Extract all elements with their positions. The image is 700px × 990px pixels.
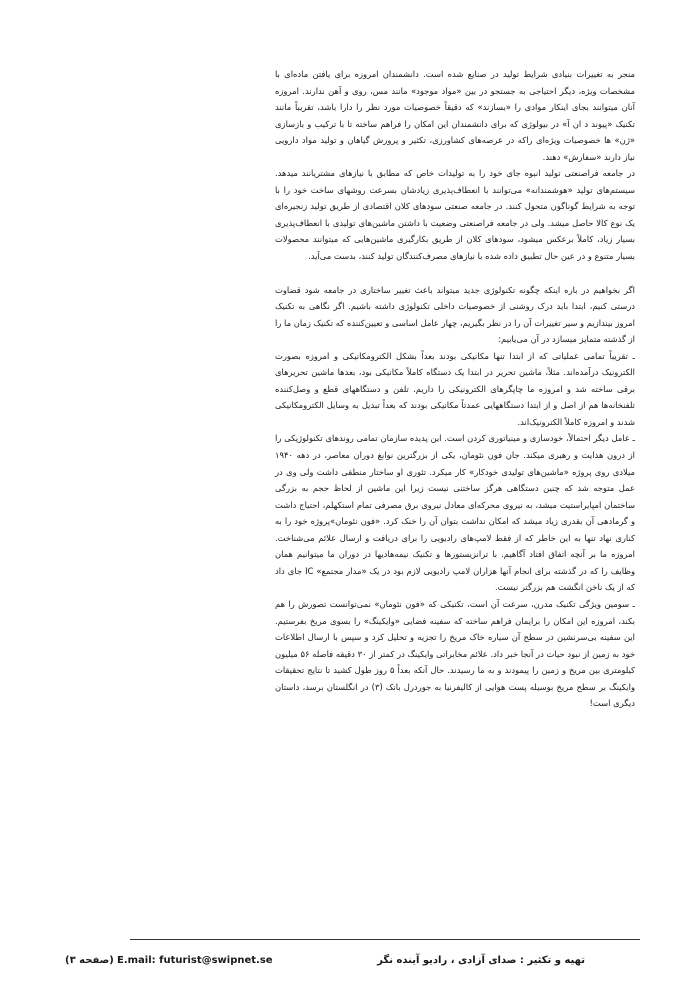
footer-credit: تهیه و تکثیر : صدای آزادی ، رادیو آینده نگر xyxy=(377,955,585,966)
paragraph-speed: ـ سومین ویژگی تکنیک مدرن، سرعت آن است، تکنیکی که «فون نئومان» نمی‌توانست تصورش را هم بکند، امروزه این امکان را برایمان فراهم ساخته که سفینه فضایی «وایکینگ» را بسوی مریخ بفرستیم. این سفینه بی‌سرنشین در سطح آن سیاره خاک مریخ را تجزیه و تحلیل کرد و سپس با ارسال اطلاعات خود به زمین از نبود حیات در آنجا خبر داد. علائم مخابراتی وایکینگ در کمتر از ۳۰ دقیقه فاصله ۵۶ میلیون کیلومتری بین مریخ و زمین را پیمودند و به ما رسیدند. حال آنکه بعداً ۵ روز طول کشید تا نتایج تحقیقات وایکینگ بر سطح مریخ بوسیله پست هوایی از کالیفرنیا به جوردرل بانک (۳) در انگلستان برسد، داستان دیگری است! xyxy=(275,598,636,709)
footer-divider xyxy=(130,939,640,940)
article-body xyxy=(275,66,635,712)
footer-email: E.mail: futurist@swipnet.se xyxy=(117,955,273,966)
paragraph-materials: منجر به تغییرات بنیادی شرایط تولید در صنایع شده است. دانشمندان امروزه برای یافتن ماده‌ای با مشخصات ویژه، دیگر احتیاجی به جستجو در بین «مواد موجود» مانند مس، روی و آهن ندارند. امروزه آنان میتوانند بجای اینکار موادی را «بسازند» که دقیقاً خصوصیات مورد نظر را دارا باشد، تقریباً مانند تکنیک «پیوند د ان آ» در بیولوژی که برای دانشمندان این امکان را فراهم ساخته تا با ترکیب و بازسازی «ژن» ها خصوصیات ویژه‌ای راکه در عرصه‌های کشاورزی، تکثیر و پرورش گیاهان و تولید مواد دارویی نیاز دارند «سفارش» دهند. xyxy=(275,69,635,162)
paragraph-miniaturization: ـ عامل دیگر احتمالاً، خودسازی و مینیاتوری کردن است. این پدیده سازمان تمامی روندهای تکنولوژیکی را از درون هدایت و رهبری میکند. جان فون نئومان، یکی از بزرگترین نوابغ دوران معاصر، در دهه ۱۹۴۰ میلادی روی پروژه «ماشین‌های تولیدی خودکار» کار میکرد. تئوری او ساختار منطقی داشت ولی وی در عمل متوجه شد که چنین دستگاهی هرگز ساختنی نیست زیرا این ماشین از لحاظ حجم به بزرگی ساختمان امپایراستیت میشد، به نیروی محرکه‌ای معادل نیروی برق مصرفی تمام استکهلم، احتیاج داشت و گرمادهی آن بقدری زیاد میشد که امکان نداشت بتوان آن را خنک کرد. «فون نئومان»پروژه خود را به کناری نهاد تنها به این خاطر که از فقط لامپ‌های رادیویی را برای دریافت و ارسال علائم می‌شناخت. امروزه ما بر آنچه اتفاق افتاد آگاهیم. با ترانزیستورها و تکنیک نیمه‌هادیها در دوران ما میتوانیم همان وظایف را که در گذشته برای انجام آنها هزاران لامپ رادیویی لازم بود در یک «مدار مجتمع» IC جای داد که از یک ناخن انگشت هم بزرگتر نیست. xyxy=(275,433,635,593)
paragraph-structural-change: اگر بخواهیم در باره اینکه چگونه تکنولوژی جدید میتواند باعث تغییر ساختاری در جامعه شود قضاوت درستی کنیم، ابتدا باید درک روشنی از خصوصیات داخلی تکنولوژی داشته باشیم. اگر نگاهی به تکنیک امروز بیندازیم و سیر تغییرات آن را در نظر بگیریم، چهار عامل اساسی و تعیین‌کننده که تکنیک زمان ما را از گذشته متمایز میسازد در آن می‌یابیم: xyxy=(275,284,635,345)
paragraph-electronics: ـ تقریباً تمامی عملیاتی که از ابتدا تنها مکانیکی بودند بعداً بشکل الکترومکانیکی و امروزه بصورت الکترونیک درآمده‌اند. مثلاً، ماشین تحریر در ابتدا یک دستگاه کاملاً مکانیکی بود، بعدها ماشین تحریرهای برقی ساخته شد و امروزه ما چاپگرهای الکترونیکی را داریم. تلفن و دستگاههای قطع و وصل‌کننده تلفنخانه‌ها هم از اصل و از ابتدا دستگاههایی عمدتاً مکانیکی بودند که بعداً تبدیل به وسایل الکترومکانیکی شدند و امروزه کاملاً الکترونیک‌اند. xyxy=(275,350,635,427)
page-number: (صفحه ۳) xyxy=(65,955,114,966)
paragraph-postindustrial: در جامعه فراصنعتی تولید انبوه جای خود را به تولیدات خاص که مطابق با نیازهای مشتریانند میدهد. سیستم‌های تولید «هوشمندانه» می‌توانند با انعطاف‌پذیری زیادشان بسرعت روشهای ساخت خود را با توجه به شرایط گوناگون متحول کنند. در جامعه صنعتی سودهای کلان اقتصادی از طریق تولید زنجیره‌ای یک نوع کالا حاصل میشد. ولی در جامعه فراصنعتی وضعیت با داشتن ماشین‌های تولیدی با انعطاف‌پذیری بسیار زیاد، کاملاً برعکس میشود، سودهای کلان از طریق بکارگیری ماشین‌هایی که میتوانند محصولات بسیار متنوع و در عین حال تطبیق داده شده با نیازهای مصرف‌کنندگان تولید کنند، بدست می‌آید. xyxy=(275,168,635,262)
page-footer xyxy=(65,955,585,971)
